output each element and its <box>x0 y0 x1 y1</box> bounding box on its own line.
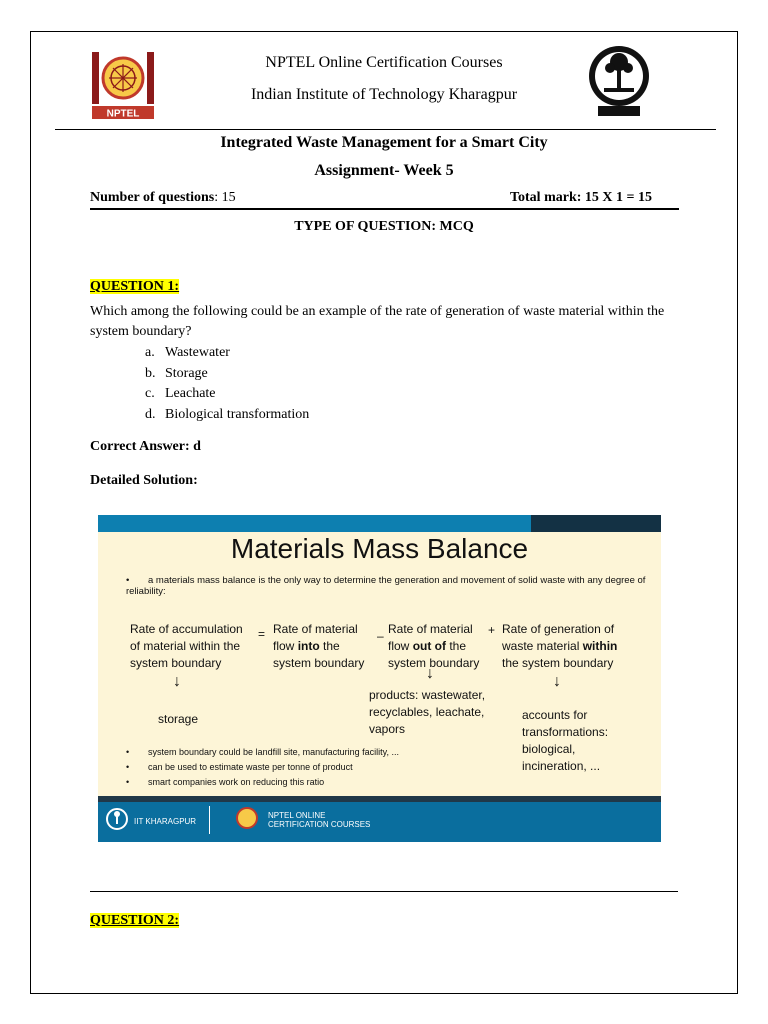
option-c: c. Leachate <box>145 386 216 401</box>
slide-footer <box>98 796 661 842</box>
header-divider <box>55 129 716 130</box>
iit-kharagpur-logo-icon <box>584 42 654 120</box>
term-accumulation: Rate of accumulation of material within the system boundary <box>130 622 243 670</box>
header-line-1: NPTEL Online Certification Courses <box>265 54 503 71</box>
footer-separator <box>209 806 210 834</box>
total-mark: Total mark: 15 X 1 = 15 <box>509 190 652 205</box>
arrow-down-icon: ↓ <box>426 665 434 682</box>
assignment-title: Assignment- Week 5 <box>314 162 454 179</box>
equals-sign: = <box>258 627 266 641</box>
header-line-2: Indian Institute of Technology Kharagpur <box>250 86 518 103</box>
arrow-down-icon: ↓ <box>553 673 561 690</box>
plus-sign: + <box>488 623 496 637</box>
note-products: products: wastewater, recyclables, leachate, vapors <box>369 688 486 736</box>
minus-sign: – <box>377 629 384 643</box>
nptel-logo-icon <box>90 50 156 120</box>
option-d: d. Biological transformation <box>145 406 310 422</box>
slide-title: Materials Mass Balance <box>230 533 529 564</box>
term-flow-out: Rate of material flow out of the system boundary <box>388 622 480 670</box>
solution-slide <box>98 515 661 842</box>
course-title: Integrated Waste Management for a Smart City <box>220 134 548 151</box>
question-1-label: QUESTION 1: <box>90 279 180 294</box>
footer-nptel-text: NPTEL ONLINE CERTIFICATION COURSES <box>268 811 371 829</box>
slide-bullet-intro: • a materials mass balance is the only way to determine the generation and movement of solid waste with any degree of reliability: <box>126 575 646 597</box>
option-a: a. Wastewater <box>145 345 230 360</box>
detailed-solution-label: Detailed Solution: <box>90 473 198 488</box>
section-divider <box>90 891 678 892</box>
slide-top-band <box>98 515 661 532</box>
correct-answer: Correct Answer: d <box>90 439 201 454</box>
term-flow-in: Rate of material flow into the system boundary <box>273 622 365 670</box>
footer-iit-text: IIT KHARAGPUR <box>134 817 197 826</box>
question-type: TYPE OF QUESTION: MCQ <box>294 219 474 234</box>
note-transformations: accounts for transformations: biological, incineration, ... <box>522 708 609 773</box>
term-generation-within: Rate of generation of waste material within the system boundary <box>502 622 618 670</box>
note-storage: storage <box>158 712 199 726</box>
question-1-options <box>145 343 309 425</box>
option-b: b. Storage <box>145 365 208 381</box>
slide-bullet: • can be used to estimate waste per tonne of product <box>126 762 353 772</box>
question-2-label: QUESTION 2: <box>90 913 180 928</box>
svg-text:NPTEL: NPTEL <box>106 108 140 120</box>
arrow-down-icon: ↓ <box>173 673 181 690</box>
slide-bullet: • smart companies work on reducing this ratio <box>126 777 325 787</box>
meta-divider <box>90 208 679 210</box>
slide-bullet: • system boundary could be landfill site, manufacturing facility, ... <box>126 747 399 757</box>
question-1-text: Which among the following could be an example of the rate of generation of waste material within the system boundary? <box>90 304 665 339</box>
number-of-questions: Number of questions: 15 <box>90 190 236 205</box>
iit-footer-logo-icon <box>106 808 128 832</box>
nptel-footer-logo-icon <box>234 806 260 838</box>
